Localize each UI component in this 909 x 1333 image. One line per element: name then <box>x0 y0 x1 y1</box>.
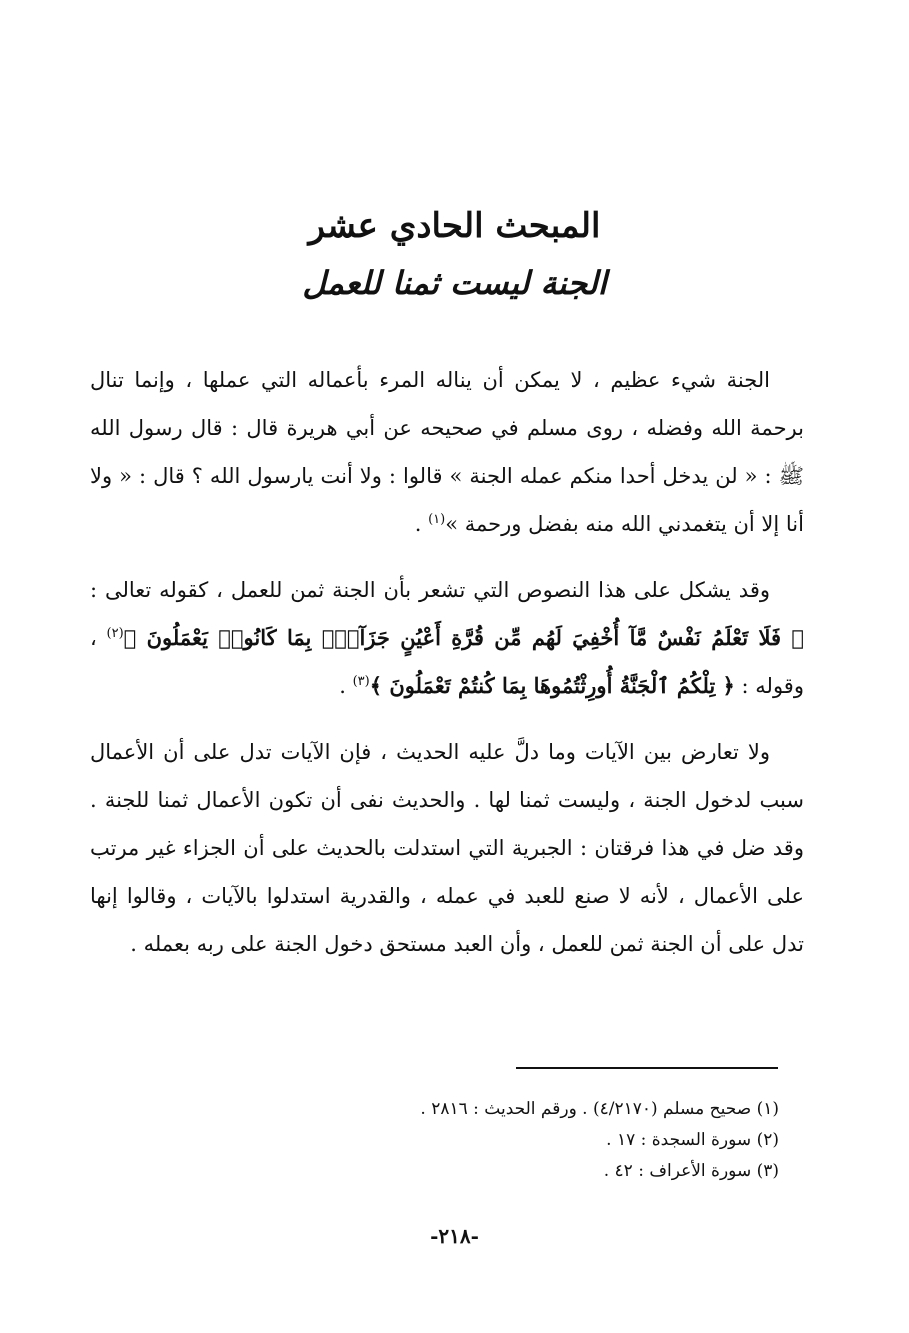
paragraph-2-intro: وقد يشكل على هذا النصوص التي تشعر بأن الجنة ثمن للعمل ، كقوله تعالى : <box>90 578 770 602</box>
footnote-3: (٣) سورة الأعراف : ٤٢ . <box>603 1161 779 1181</box>
paragraph-1 <box>90 356 804 548</box>
footnote-ref-3: (٣) <box>352 674 370 689</box>
footnote-divider <box>516 1067 778 1069</box>
paragraph-1-end: . <box>414 512 429 536</box>
chapter-subtitle: الجنة ليست ثمنا للعمل <box>302 264 607 302</box>
body-text <box>90 356 804 986</box>
paragraph-1-text: الجنة شيء عظيم ، لا يمكن أن يناله المرء بأعماله التي عملها ، وإنما تنال برحمة الله وفضله ، روى مسلم في صحيحه عن أبي هريرة قال : قال رسول الله ﷺ : « لن يدخل أحدا منكم عمله الجنة » قالوا : ولا أنت يارسول الله ؟ قال : « ولا أنا إلا أن يتغمدني الله منه بفضل ورحمة » <box>90 368 804 536</box>
paragraph-2-end: . <box>339 674 353 698</box>
paragraph-2 <box>90 566 804 710</box>
paragraph-3: ولا تعارض بين الآيات وما دلَّ عليه الحديث ، فإن الآيات تدل على أن الأعمال سبب لدخول الجنة ، وليست ثمنا لها . والحديث نفى أن تكون الأعمال ثمنا للجنة . وقد ضل في هذا فرقتان : الجبرية التي استدلت بالحديث على أن الجزاء غير مرتب على الأعمال ، لأنه لا صنع للعبد في عمله ، والقدرية استدلوا بالآيات ، وقالوا إنها تدل على أن الجنة ثمن للعمل ، وأن العبد مستحق دخول الجنة على ربه بعمله . <box>90 740 804 956</box>
page-number: -٢١٨- <box>430 1224 479 1248</box>
footnote-1: (١) صحيح مسلم (٤/٢١٧٠) . ورقم الحديث : ٢٨١٦ . <box>420 1099 779 1119</box>
chapter-title: المبحث الحادي عشر <box>308 206 601 246</box>
footnotes <box>300 1094 779 1187</box>
footnote-ref-1: (١) <box>428 512 446 527</box>
chapter-heading <box>0 200 909 308</box>
footnote-2: (٢) سورة السجدة : ١٧ . <box>606 1130 779 1150</box>
quran-verse-1: ﴿ فَلَا تَعْلَمُ نَفْسٌ مَّآ أُخْفِيَ لَهُم مِّن قُرَّةِ أَعْيُنٍ جَزَآءًۢ بِمَا كَانُوا۟ يَعْمَلُونَ ﴾ <box>123 625 804 650</box>
paragraph-2-mid: ، وقوله : <box>90 626 804 698</box>
quran-verse-2: ﴿ تِلْكُمُ ٱلْجَنَّةُ أُورِثْتُمُوهَا بِمَا كُنتُمْ تَعْمَلُونَ ﴾ <box>369 673 735 698</box>
footnote-ref-2: (٢) <box>106 626 124 641</box>
